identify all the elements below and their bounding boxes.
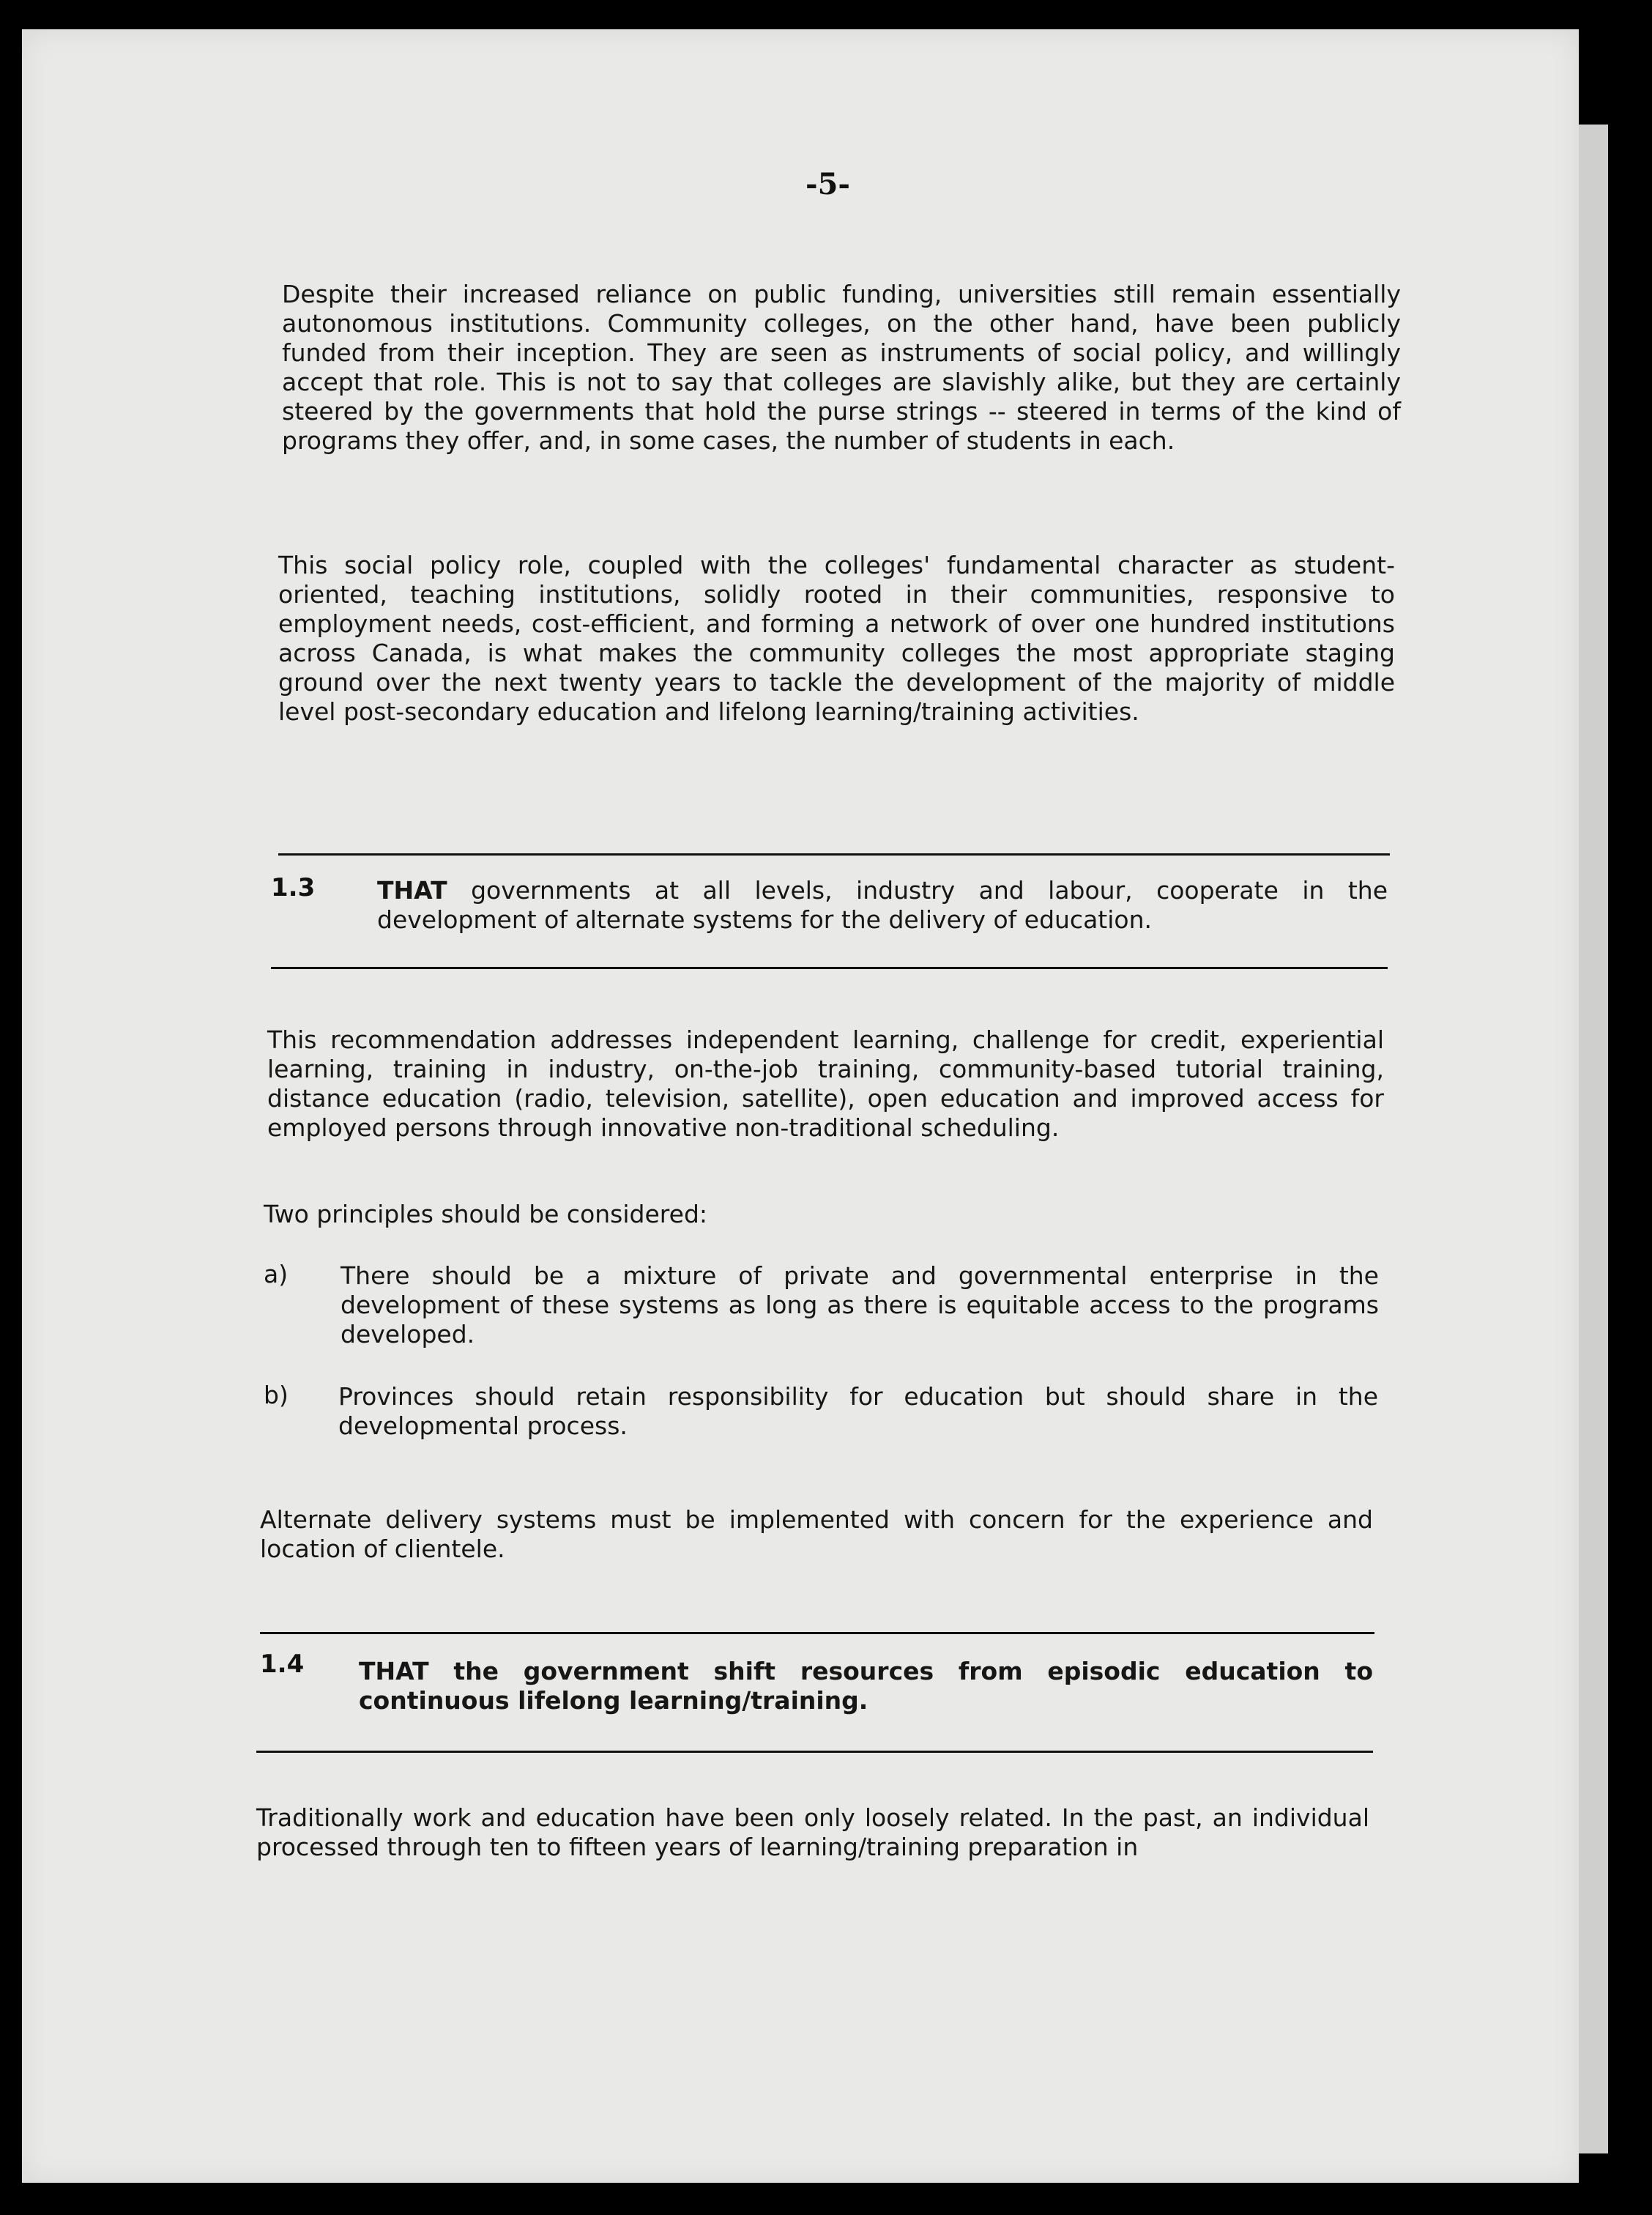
recommendation-text: THAT the government shift resources from episodic education to continuous lifelong learning/training. [359, 1657, 1373, 1715]
page-number: -5- [805, 167, 851, 201]
paragraph-work-and-education: Traditionally work and education have been only loosely related. In the past, an individual processed through ten to fifteen years of learning/training preparation in [256, 1803, 1369, 1861]
divider-line [260, 1632, 1374, 1634]
paragraph-recommendation-scope: This recommendation addresses independent learning, challenge for credit, experiential learning, training in industry, on-the-job training, community-based tutorial training, distance education (radio, television, satellite), open education and improved access for employed persons through innovative non-traditional scheduling. [267, 1025, 1384, 1142]
paragraph-two-principles: Two principles should be considered: [264, 1200, 708, 1228]
divider-line [278, 853, 1390, 856]
divider-line [256, 1751, 1373, 1753]
paragraph-social-policy-role: This social policy role, coupled with the colleges' fundamental character as student-oriented, teaching institutions, solidly rooted in their communities, responsive to employment needs, cost-efficient, and forming a network of over one hundred institutions across Canada, is what makes the community colleges the most appropriate staging ground over the next twenty years to tackle the development of the majority of middle level post-secondary education and lifelong learning/training activities. [278, 551, 1395, 726]
recommendation-lead: THAT [377, 876, 447, 905]
principle-text: Provinces should retain responsibility for education but should share in the developmental process. [338, 1382, 1378, 1440]
divider-line [271, 967, 1388, 969]
recommendation-number: 1.4 [260, 1650, 305, 1679]
principle-label: a) [264, 1260, 289, 1288]
page-edge-shadow [1579, 125, 1608, 2153]
recommendation-text [377, 876, 1388, 935]
principle-label: b) [264, 1381, 289, 1409]
recommendation-body: governments at all levels, industry and labour, cooperate in the development of alternate systems for the delivery of education. [377, 876, 1388, 934]
principle-text: There should be a mixture of private and governmental enterprise in the development of these systems as long as there is equitable access to the programs developed. [341, 1261, 1379, 1348]
recommendation-number: 1.3 [271, 873, 316, 902]
paragraph-universities-autonomy: Despite their increased reliance on public funding, universities still remain essentially autonomous institutions. Community colleges, on the other hand, have been publicly funded from their inception. They are seen as instruments of social policy, and willingly accept that role. This is not to say that colleges are slavishly alike, but they are certainly steered by the governments that hold the purse strings -- steered in terms of the kind of programs they offer, and, in some cases, the number of students in each. [282, 280, 1401, 455]
paragraph-alternate-delivery: Alternate delivery systems must be implemented with concern for the experience and location of clientele. [260, 1505, 1373, 1563]
